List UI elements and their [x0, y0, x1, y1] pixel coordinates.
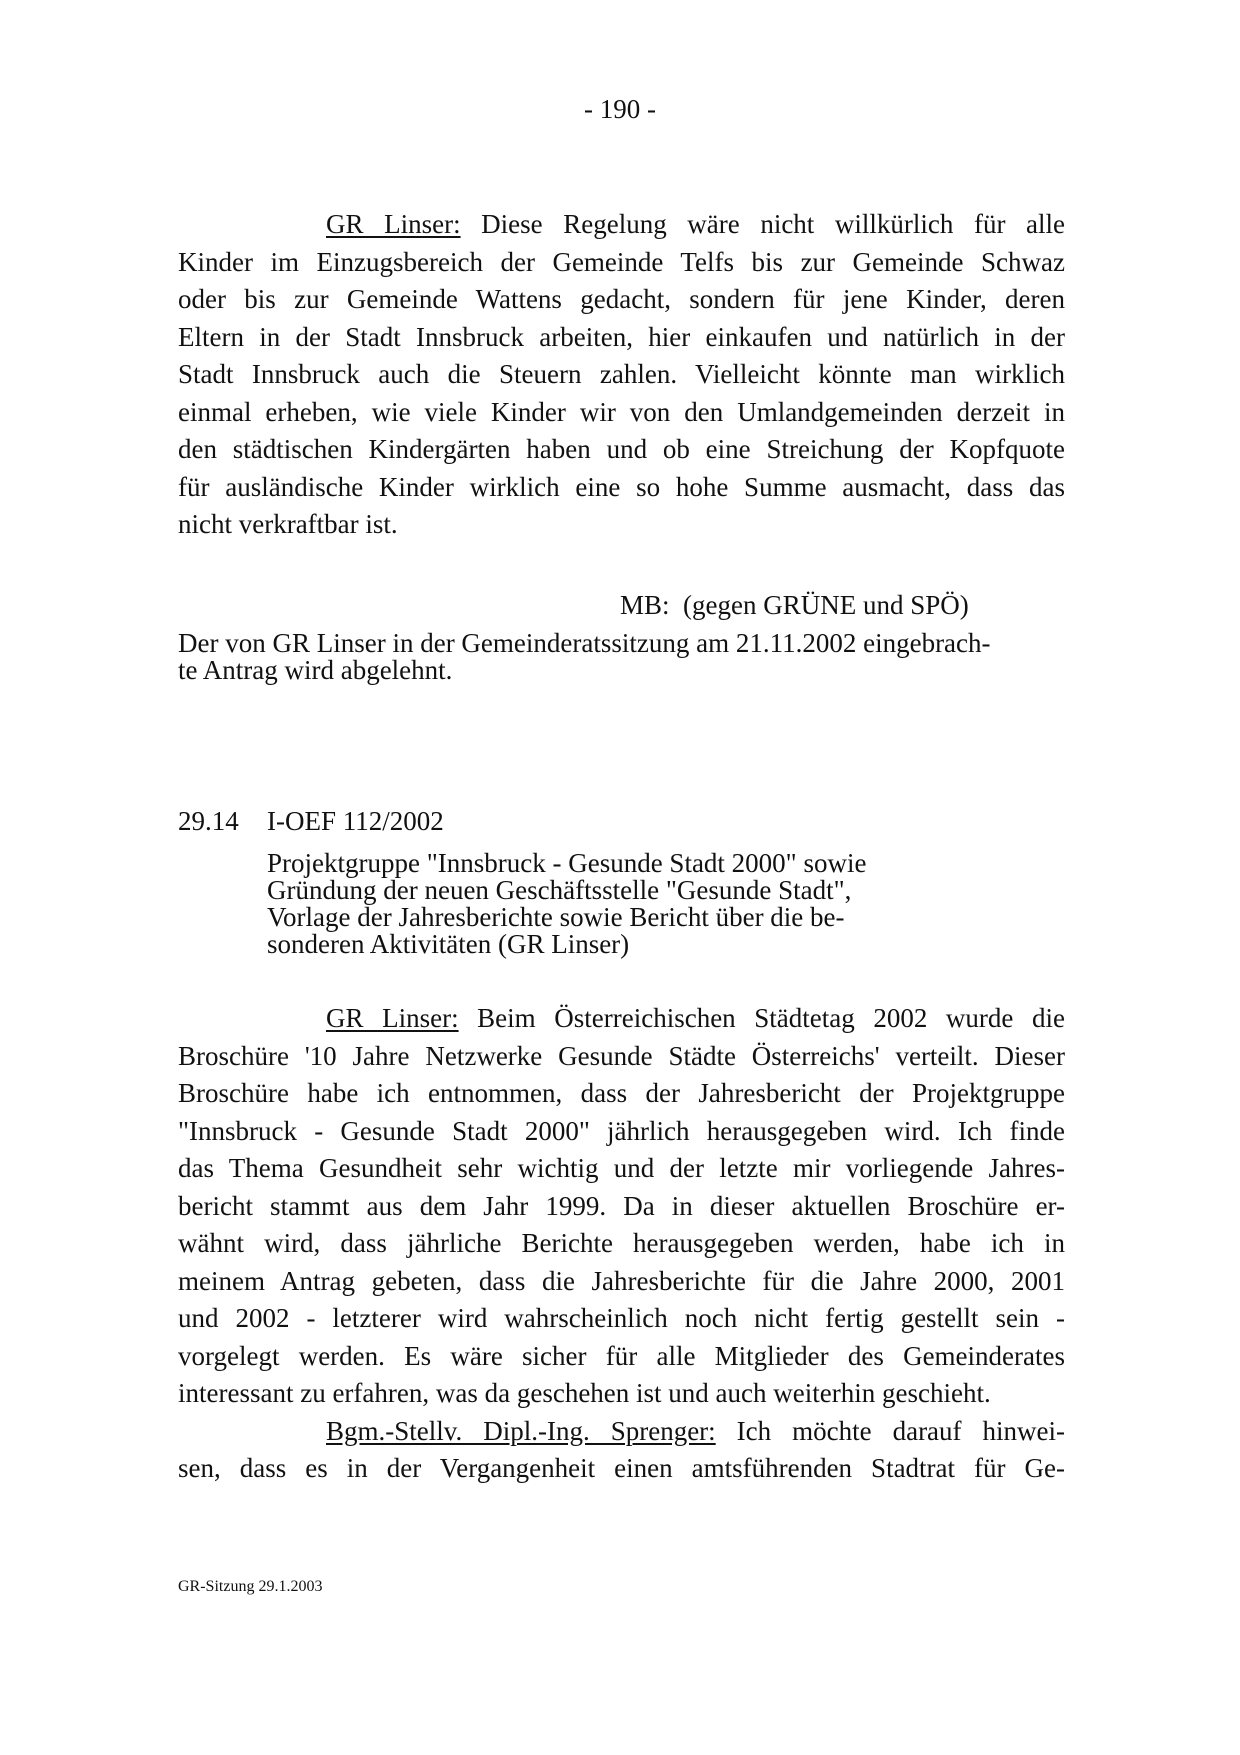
decision-text: [178, 630, 1065, 684]
page-number: - 190 -: [584, 94, 656, 124]
agenda-item-title: [267, 850, 927, 958]
paragraph-line: bericht stammt aus dem Jahr 1999. Da in dieser aktuellen Broschüre er-: [178, 1190, 1065, 1221]
line-text: Ich möchte darauf hinwei-: [715, 1415, 1065, 1446]
paragraph-line: sen, dass es in der Vergangenheit einen amtsführenden Stadtrat für Ge-: [178, 1453, 1065, 1483]
paragraph-line: das Thema Gesundheit sehr wichtig und der letzte mir vorliegende Jahres-: [178, 1153, 1065, 1183]
paragraph-line: Stadt Innsbruck auch die Steuern zahlen. Vielleicht könnte man wirklich: [178, 359, 1065, 389]
speaker-name: GR Linser:: [326, 1003, 459, 1033]
paragraph-line: wähnt wird, dass jährliche Berichte herausgegeben werden, habe ich in: [178, 1228, 1065, 1258]
decision-line: te Antrag wird abgelehnt.: [178, 655, 453, 685]
paragraph-line: Eltern in der Stadt Innsbruck arbeiten, hier einkaufen und natürlich in der: [178, 321, 1065, 352]
paragraph-linser-1: [178, 206, 1065, 544]
paragraph-line: oder bis zur Gemeinde Wattens gedacht, sondern für jene Kinder, deren: [178, 284, 1065, 314]
paragraph-line: meinem Antrag gebeten, dass die Jahresberichte für die Jahre 2000, 2001: [178, 1265, 1065, 1296]
speaker-name: GR Linser:: [326, 209, 461, 239]
paragraph-line: Broschüre '10 Jahre Netzwerke Gesunde Städte Österreichs' verteilt. Dieser: [178, 1040, 1065, 1071]
title-line: Vorlage der Jahresberichte sowie Bericht über die be-: [267, 902, 845, 932]
line-text: Diese Regelung wäre nicht willkürlich für alle: [460, 209, 1065, 239]
title-line: sonderen Aktivitäten (GR Linser): [267, 929, 630, 959]
paragraph-line: [178, 1000, 1065, 1038]
title-line: Gründung der neuen Geschäftsstelle "Gesunde Stadt",: [267, 875, 852, 905]
paragraph-line: Kinder im Einzugsbereich der Gemeinde Telfs bis zur Gemeinde Schwaz: [178, 246, 1065, 277]
paragraph-line: den städtischen Kindergärten haben und ob eine Streichung der Kopfquote: [178, 434, 1065, 464]
line-text: Beim Österreichischen Städtetag 2002 wurde die: [458, 1003, 1065, 1033]
page-footer: GR-Sitzung 29.1.2003: [178, 1578, 323, 1595]
agenda-item-code: I-OEF 112/2002: [267, 806, 444, 836]
paragraph-line: "Innsbruck - Gesunde Stadt 2000" jährlich herausgegeben wird. Ich finde: [178, 1115, 1065, 1146]
paragraph-line: für ausländische Kinder wirklich eine so hohe Summe ausmacht, dass das: [178, 471, 1065, 502]
paragraph-linser-2: [178, 1000, 1065, 1488]
paragraph-line: einmal erheben, wie viele Kinder wir von den Umlandgemeinden derzeit in: [178, 396, 1065, 427]
title-line: Projektgruppe "Innsbruck - Gesunde Stadt 2000" sowie: [267, 848, 867, 878]
paragraph-line: interessant zu erfahren, was da geschehen ist und auch weiterhin geschieht.: [178, 1378, 991, 1408]
paragraph-line: Broschüre habe ich entnommen, dass der Jahresbericht der Projektgruppe: [178, 1078, 1065, 1108]
decision-label: MB: (gegen GRÜNE und SPÖ): [620, 590, 969, 620]
agenda-item-number: 29.14: [178, 806, 239, 836]
decision-line: Der von GR Linser in der Gemeinderatssitzung am 21.11.2002 eingebrach-: [178, 628, 991, 658]
paragraph-line: nicht verkraftbar ist.: [178, 509, 398, 539]
speaker-name: Bgm.-Stellv. Dipl.-Ing. Sprenger:: [326, 1415, 716, 1446]
paragraph-line: [178, 206, 1065, 244]
paragraph-line: vorgelegt werden. Es wäre sicher für alle Mitglieder des Gemeinderates: [178, 1340, 1065, 1371]
paragraph-line: [178, 1413, 1065, 1451]
paragraph-line: und 2002 - letzterer wird wahrscheinlich noch nicht fertig gestellt sein -: [178, 1303, 1065, 1333]
